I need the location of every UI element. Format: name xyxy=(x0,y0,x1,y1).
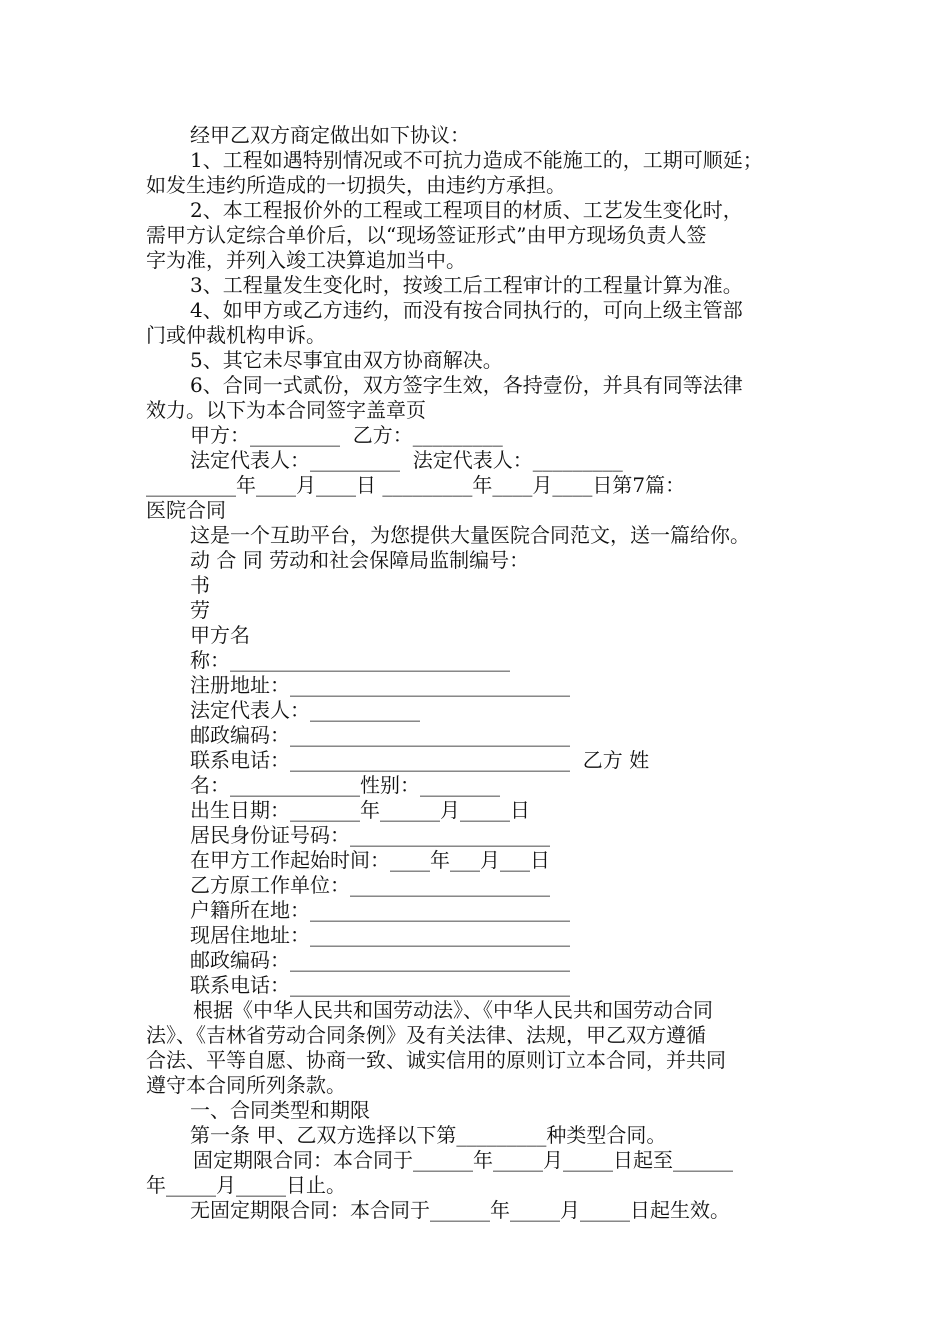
text-line: 第一条 甲、乙双方选择以下第_________种类型合同。 xyxy=(190,1123,667,1147)
form-field-name: 称：____________________________ xyxy=(190,648,510,672)
form-label: 甲方名 xyxy=(190,623,250,647)
form-field-start-date: 在甲方工作起始时间：____年___月___日 xyxy=(190,848,550,872)
form-field-phone: 联系电话：____________________________ 乙方 姓 xyxy=(190,748,650,772)
text-line: 字为准，并列入竣工决算追加当中。 xyxy=(146,248,466,272)
date-line: _________年____月____日 _________年____月____日第7篇： xyxy=(146,473,686,497)
text-line: 法》、《吉林省劳动合同条例》及有关法律、法规，甲乙双方遵循 xyxy=(146,1023,706,1047)
form-field-birthdate: 出生日期：_______年______月_____日 xyxy=(190,798,530,822)
text-line: 门或仲裁机构申诉。 xyxy=(146,323,326,347)
form-field-phone: 联系电话：____________________________ xyxy=(190,973,570,997)
text-line: 经甲乙双方商定做出如下协议： xyxy=(190,123,470,147)
form-field-address: 注册地址：____________________________ xyxy=(190,673,570,697)
text-line: 3、工程量发生变化时，按竣工后工程审计的工程量计算为准。 xyxy=(190,273,743,297)
text-line: 年_____月_____日止。 xyxy=(146,1173,346,1197)
signature-line-representative: 法定代表人：_________ 法定代表人：_________ xyxy=(190,448,623,472)
signature-line-party: 甲方：_________ 乙方：_________ xyxy=(190,423,503,447)
section-title: 医院合同 xyxy=(146,498,226,522)
text-line: 遵守本合同所列条款。 xyxy=(146,1073,346,1097)
text-line: 4、如甲方或乙方违约，而没有按合同执行的，可向上级主管部 xyxy=(190,298,743,322)
text-line: 1、工程如遇特别情况或不可抗力造成不能施工的，工期可顺延； xyxy=(190,148,763,172)
text-line: 6、合同一式贰份，双方签字生效，各持壹份，并具有同等法律 xyxy=(190,373,743,397)
text-line: 这是一个互助平台，为您提供大量医院合同范文，送一篇给你。 xyxy=(190,523,750,547)
form-field-id-number: 居民身份证号码：____________________ xyxy=(190,823,550,847)
form-field-household-registration: 户籍所在地：__________________________ xyxy=(190,898,570,922)
text-line: 效力。以下为本合同签字盖章页 xyxy=(146,398,426,422)
text-line: 动 合 同 劳动和社会保障局监制编号： xyxy=(190,548,530,572)
form-field-postcode: 邮政编码：____________________________ xyxy=(190,723,570,747)
text-line: 合法、平等自愿、协商一致、诚实信用的原则订立本合同，并共同 xyxy=(146,1048,726,1072)
text-line: 劳 xyxy=(190,598,210,622)
form-field-postcode: 邮政编码：____________________________ xyxy=(190,948,570,972)
text-line: 5、其它未尽事宜由双方协商解决。 xyxy=(190,348,503,372)
form-field-representative: 法定代表人：___________ xyxy=(190,698,420,722)
form-field-current-address: 现居住地址：__________________________ xyxy=(190,923,570,947)
form-field-former-employer: 乙方原工作单位：____________________ xyxy=(190,873,550,897)
text-line: 需甲方认定综合单价后，以“现场签证形式”由甲方现场负责人签 xyxy=(146,223,707,247)
text-line: 无固定期限合同：本合同于______年_____月_____日起生效。 xyxy=(190,1198,730,1222)
text-line: 根据《中华人民共和国劳动法》、《中华人民共和国劳动合同 xyxy=(193,998,713,1022)
section-heading: 一、合同类型和期限 xyxy=(190,1098,370,1122)
form-field-name-gender: 名：_____________性别：________ xyxy=(190,773,500,797)
text-line: 如发生违约所造成的一切损失，由违约方承担。 xyxy=(146,173,566,197)
text-line: 书 xyxy=(190,573,210,597)
text-line: 2、本工程报价外的工程或工程项目的材质、工艺发生变化时， xyxy=(190,198,743,222)
text-line: 固定期限合同：本合同于______年_____月_____日起至______ xyxy=(193,1148,733,1172)
